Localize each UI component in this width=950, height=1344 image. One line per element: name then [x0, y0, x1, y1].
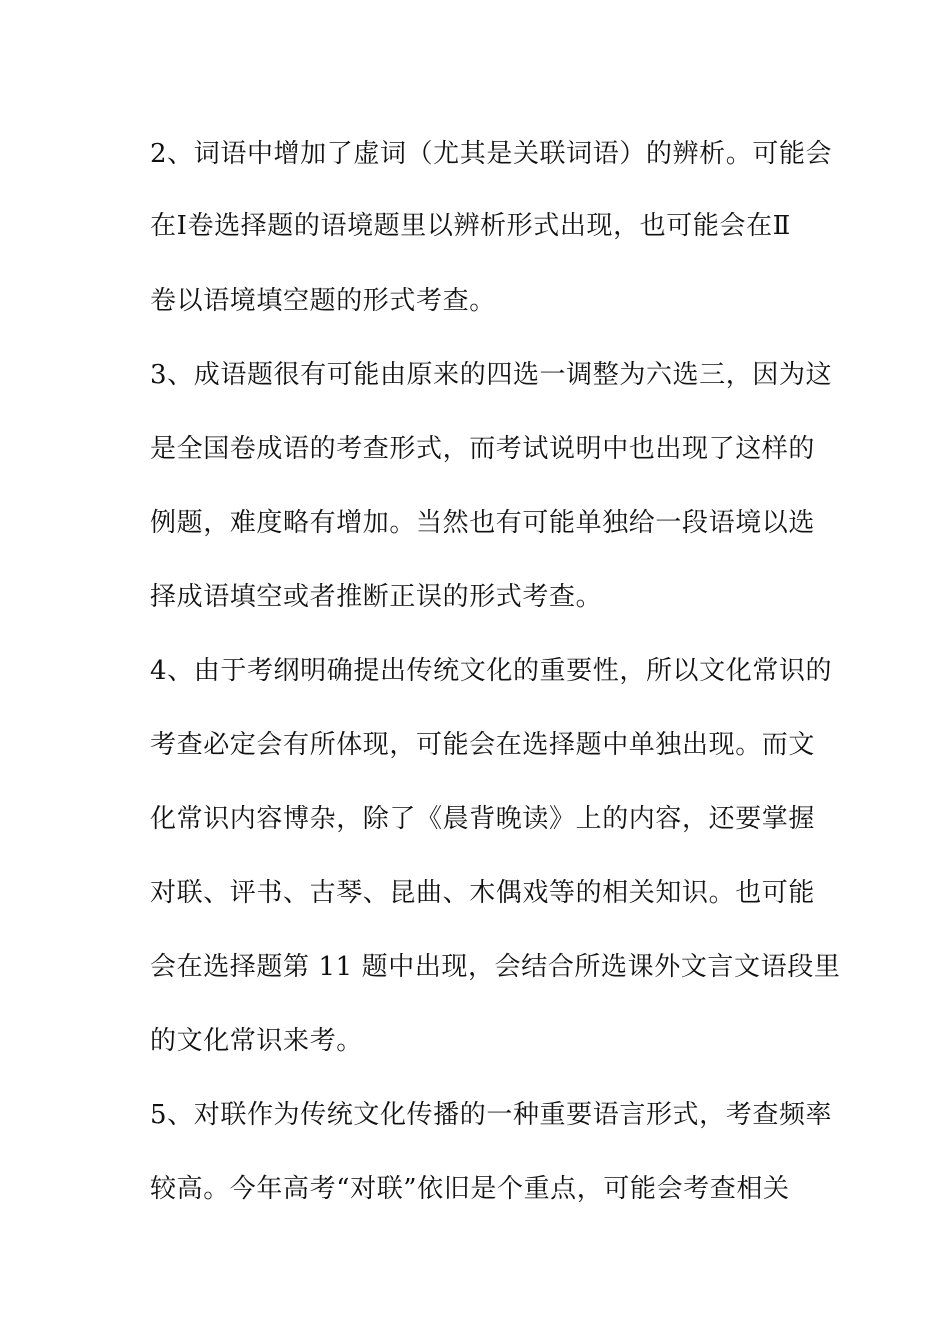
text-line: 例题，难度略有增加。当然也有可能单独给一段语境以选	[150, 508, 816, 538]
text-line: 在Ⅰ卷选择题的语境题里以辨析形式出现，也可能会在Ⅱ	[150, 211, 791, 241]
text-line: 化常识内容博杂，除了《晨背晚读》上的内容，还要掌握	[150, 804, 816, 834]
text-line: 考查必定会有所体现，可能会在选择题中单独出现。而文	[150, 730, 816, 760]
text-line: 是全国卷成语的考查形式，而考试说明中也出现了这样的	[150, 434, 816, 464]
text-line: 的文化常识来考。	[150, 1026, 363, 1056]
text-line: 较高。今年高考“对联”依旧是个重点，可能会考查相关	[150, 1174, 790, 1204]
text-line: 对联、评书、古琴、昆曲、木偶戏等的相关知识。也可能	[150, 878, 816, 908]
text-line: 择成语填空或者推断正误的形式考查。	[150, 582, 603, 612]
text-line: 3、成语题很有可能由原来的四选一调整为六选三，因为这	[150, 360, 833, 390]
text-line: 5、对联作为传统文化传播的一种重要语言形式，考查频率	[150, 1100, 833, 1130]
text-line: 卷以语境填空题的形式考查。	[150, 286, 496, 316]
text-line: 4、由于考纲明确提出传统文化的重要性，所以文化常识的	[150, 656, 833, 686]
text-line: 2、词语中增加了虚词（尤其是关联词语）的辨析。可能会	[150, 139, 833, 169]
text-line: 会在选择题第 11 题中出现，会结合所选课外文言文语段里	[150, 952, 841, 982]
